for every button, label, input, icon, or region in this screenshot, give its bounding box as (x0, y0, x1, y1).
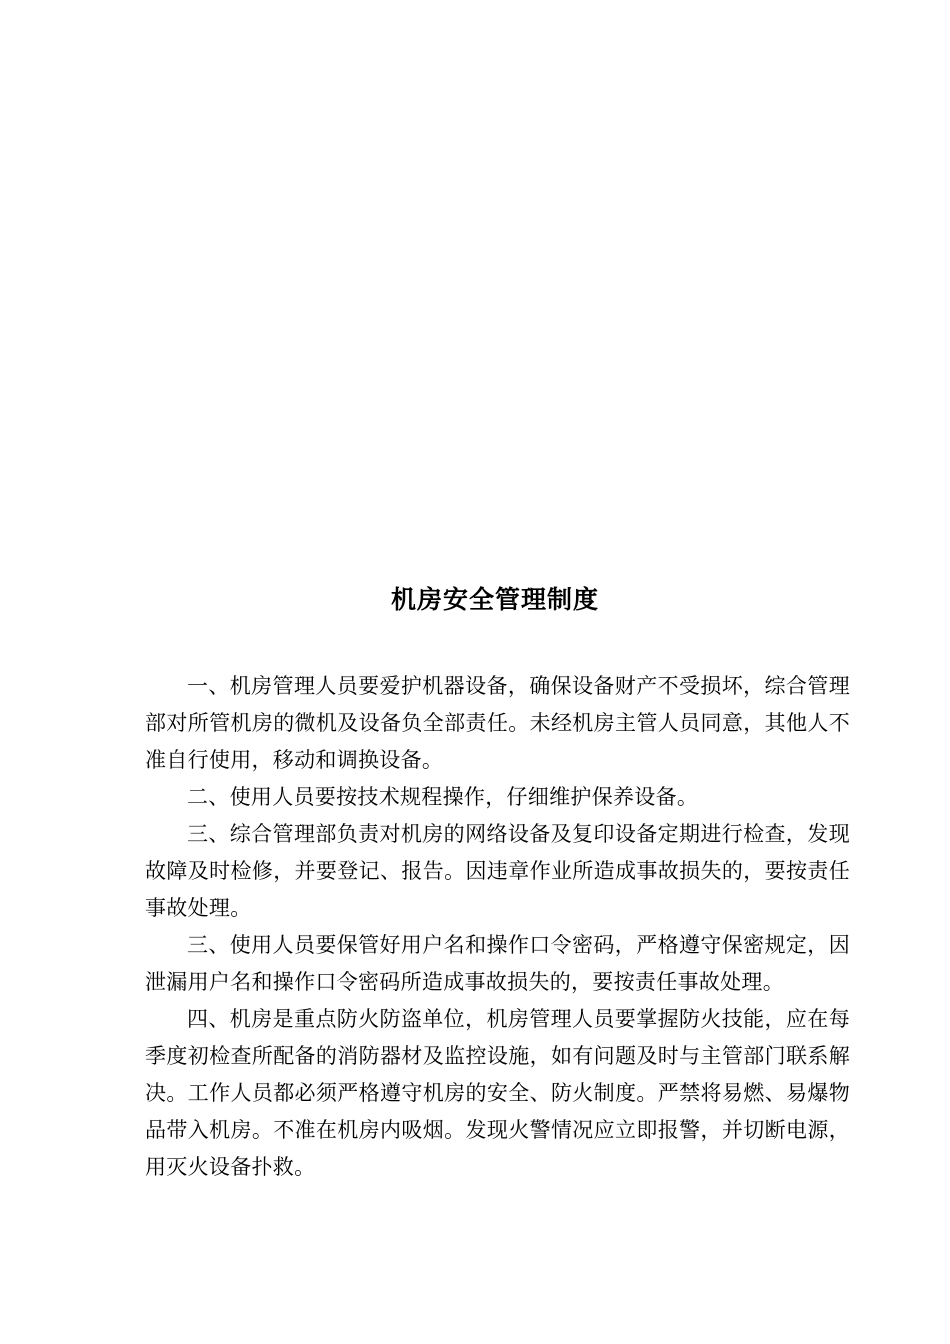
document-title: 机房安全管理制度 (390, 585, 599, 614)
paragraph-4: 三、使用人员要保管好用户名和操作口令密码，严格遵守保密规定，因泄漏用户名和操作口令密码所造成事故损失的，要按责任事故处理。 (145, 933, 850, 994)
paragraph-3: 三、综合管理部负责对机房的网络设备及复印设备定期进行检查，发现故障及时检修，并要登记、报告。因违章作业所造成事故损失的，要按责任事故处理。 (145, 822, 850, 920)
paragraph-2: 二、使用人员要按技术规程操作，仔细维护保养设备。 (187, 785, 699, 809)
paragraph-5: 四、机房是重点防火防盗单位，机房管理人员要掌握防火技能，应在每季度初检查所配备的消防器材及监控设施，如有问题及时与主管部门联系解决。工作人员都必须严格遵守机房的安全、防火制度。严禁将易燃、易爆物品带入机房。不准在机房内吸烟。发现火警情况应立即报警，并切断电源，用灭火设备扑救。 (145, 1007, 850, 1179)
paragraph-1: 一、机房管理人员要爱护机器设备，确保设备财产不受损坏，综合管理部对所管机房的微机及设备负全部责任。未经机房主管人员同意，其他人不准自行使用，移动和调换设备。 (145, 674, 850, 772)
document-body (145, 668, 850, 1186)
